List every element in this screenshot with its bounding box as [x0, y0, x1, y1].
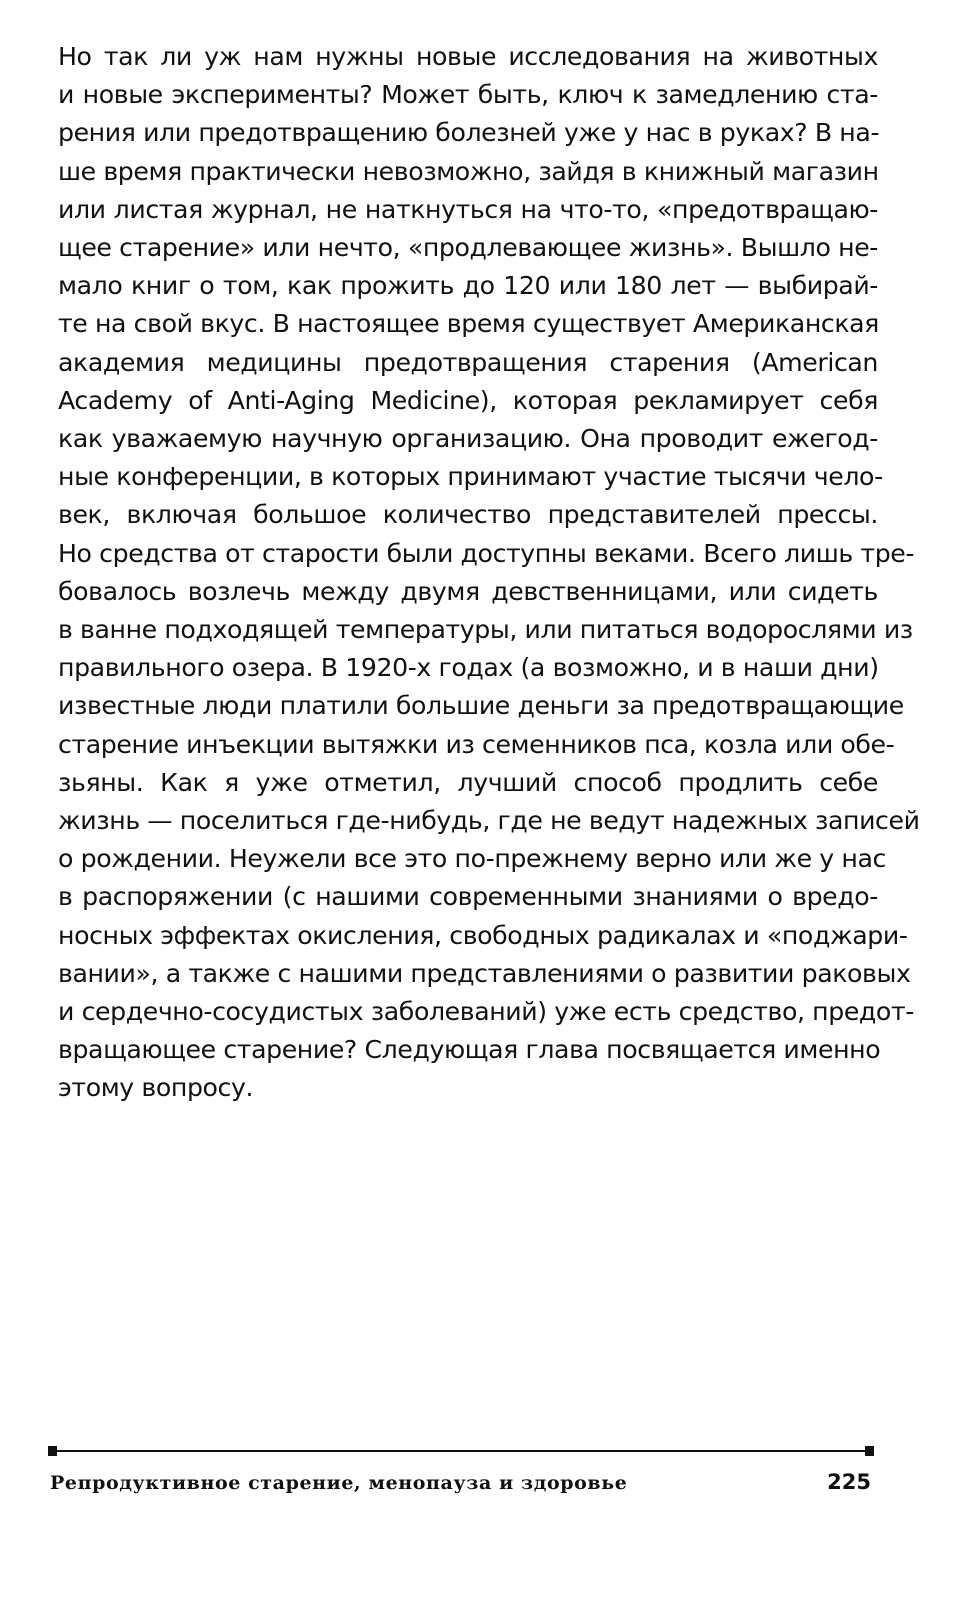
body-paragraph [58, 38, 920, 1108]
text-line: этому вопросу. [58, 1073, 254, 1103]
text-line: зьяны. Как я уже отметил, лучший способ продлить себе [58, 767, 878, 797]
text-line: Но так ли уж нам нужны новые исследования на животных [58, 42, 878, 71]
text-line: правильного озера. В 1920-х годах (а возможно, и в наши дни) [58, 653, 879, 683]
text-line: и сердечно-сосудистых заболеваний) уже есть средство, предот- [58, 997, 914, 1027]
text-line: в распоряжении (с нашими современными знаниями о вредо- [58, 882, 878, 912]
running-title: Репродуктивное старение, менопауза и здоровье [50, 1472, 628, 1494]
page-number: 225 [827, 1470, 871, 1494]
text-line: вании», а также с нашими представлениями о развитии раковых [58, 958, 911, 988]
footer-rule [50, 1450, 872, 1452]
text-line: ше время практически невозможно, зайдя в книжный магазин [58, 156, 879, 186]
text-line: вращающее старение? Следующая глава посвящается именно [58, 1035, 881, 1065]
text-line: рения или предотвращению болезней уже у нас в руках? В на- [58, 118, 880, 148]
text-line: и новые эксперименты? Может быть, ключ к замедлению ста- [58, 80, 878, 110]
text-line: щее старение» или нечто, «продлевающее жизнь». Вышло не- [58, 233, 878, 263]
text-line: в ванне подходящей температуры, или питаться водорослями из [58, 615, 913, 645]
text-line: те на свой вкус. В настоящее время существует Американская [58, 309, 879, 339]
text-line: ные конференции, в которых принимают участие тысячи чело- [58, 462, 883, 492]
text-line: мало книг о том, как прожить до 120 или 180 лет — выбирай- [58, 271, 878, 301]
text-line: носных эффектах окисления, свободных радикалах и «поджари- [58, 920, 908, 950]
text-line: как уважаемую научную организацию. Она проводит ежегод- [58, 424, 878, 454]
text-line: бовалось возлечь между двумя девственницами, или сидеть [58, 576, 878, 606]
text-line: о рождении. Неужели все это по-прежнему верно или же у нас [58, 844, 886, 874]
text-line: известные люди платили большие деньги за предотвращающие [58, 691, 904, 721]
text-line: жизнь — поселиться где-нибудь, где не ведут надежных записей [58, 806, 920, 836]
text-line: Но средства от старости были доступны веками. Всего лишь тре- [58, 538, 915, 568]
text-line: Academy of Anti-Aging Medicine), которая рекламирует себя [58, 385, 878, 415]
text-line: или листая журнал, не наткнуться на что-то, «предотвращаю- [58, 194, 878, 224]
text-line: старение инъекции вытяжки из семенников пса, козла или обе- [58, 729, 895, 759]
text-line: век, включая большое количество представителей прессы. [58, 500, 878, 530]
text-line: академия медицины предотвращения старения (American [58, 347, 878, 377]
